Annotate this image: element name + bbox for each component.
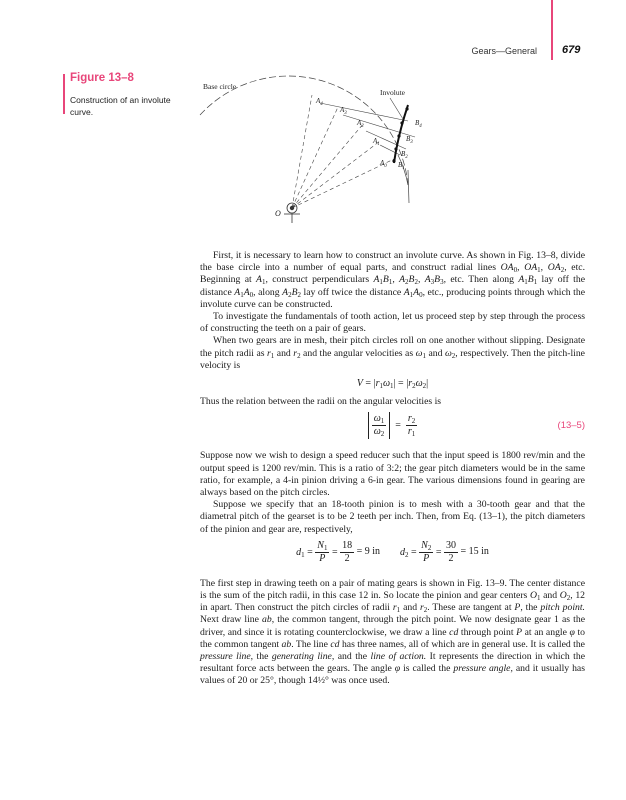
paragraph: When two gears are in mesh, their pitch circles roll on one another without slipping. Designate the pitch radii as $r_1$ and $r_2$ and the angular velocities as $\omega_1$ and $\omega_2$, respectively. Then the pitch-line velocity is	[200, 335, 585, 371]
paragraph: The first step in drawing teeth on a pair of mating gears is shown in Fig. 13–9. The center distance is the sum of the pitch radii, in this case 12 in. So locate the pinion and gear centers $O_1$ and $O_2$, 12 in apart. Then construct the pitch circles of radii $r_1$ and $r_2$. These are tangent at P, the pitch point. Next draw line ab, the common tangent, through the pitch point. We now designate gear 1 as the driver, and since it is rotating counterclockwise, we draw a line cd through point P at an angle φ to the common tangent ab. The line cd has three names, all of which are in general use. It is called the pressure line, the generating line, and the line of action. It represents the direction in which the resultant force acts between the gears. The angle φ is called the pressure angle, and it usually has values of 20 or 25°, though 14½° was once used.	[200, 577, 586, 687]
equation-number: (13–5)	[557, 420, 585, 432]
label-b1: $B_1$	[398, 161, 405, 171]
label-b2: $B_2$	[401, 150, 408, 160]
paragraph: Thus the relation between the radii on the angular velocities is	[200, 396, 442, 408]
equation-pitch-line-velocity: $V = |r_1\omega_1| = |r_2\omega_2|$	[356, 378, 429, 391]
label-a2: $A_2$	[357, 119, 364, 129]
figure-label: Figure 13–8	[70, 72, 134, 84]
label-a3: $A_3$	[340, 106, 347, 116]
label-b4: $B_4$	[415, 119, 422, 129]
label-o: O	[275, 209, 281, 218]
equation-pitch-diameters: $d_1$ = $\frac{N_1}{P}$ = $\frac{18}{2}$ = 9 in $d_2$ = $\frac{N_2}{P}$ = $\frac{30}{2}$ = 15 in	[296, 539, 489, 564]
page-number: 679	[562, 44, 581, 56]
paragraph: Suppose now we wish to design a speed reducer such that the input speed is 1800 rev/min and the output speed is 1200 rev/min. This is a ratio of 3:2; the gear pitch diameters would be in the same ratio, for example, a 4-in pinion driving a 6-in gear. The various dimensions found in gearing are always based on the pitch circles.	[200, 450, 585, 499]
base-circle-right-edge	[408, 170, 409, 203]
paragraph: To investigate the fundamentals of tooth action, let us proceed step by step through the process of constructing the teeth on a pair of gears.	[200, 311, 585, 335]
involute-figure	[180, 75, 440, 235]
header-rule	[551, 0, 553, 60]
body-text	[200, 250, 585, 688]
running-head: Gears—General	[471, 46, 537, 56]
equation-13-5: $\frac{\omega_1}{\omega_2}$ = $\frac{r_2}{r_1}$ (13–5)	[200, 412, 585, 444]
base-circle-arc	[200, 76, 408, 185]
figure-accent-bar	[63, 74, 65, 114]
involute-leader	[390, 98, 403, 119]
center-support	[284, 203, 300, 223]
figure-caption: Construction of an involute curve.	[70, 95, 171, 117]
label-a0: $A_0$	[380, 159, 387, 169]
paragraph: Suppose we specify that an 18-tooth pinion is to mesh with a 30-tooth gear and that the diametral pitch of the gearset is to be 2 teeth per inch. Then, from Eq. (13–1), the pitch diameters of the pinion and gear are, respectively,	[200, 499, 585, 535]
label-involute: Involute	[380, 88, 405, 97]
paragraph: First, it is necessary to learn how to construct an involute curve. As shown in Fig. 13–8, divide the base circle into a number of equal parts, and construct radial lines $OA_0$, $OA_1$, $OA_2$, etc. Beginning at $A_1$, construct perpendiculars $A_1B_1$, $A_2B_2$, $A_3B_3$, etc. Then along $A_1B_1$ lay off the distance $A_1A_0$, along $A_2B_2$ lay off twice the distance $A_1A_0$, etc., producing points through which the involute curve can be constructed.	[200, 250, 586, 310]
label-a1: $A_1$	[373, 137, 380, 147]
label-base-circle: Base circle	[203, 82, 237, 91]
label-a4: $A_4$	[316, 97, 323, 107]
label-b3: $B_3$	[406, 135, 413, 145]
